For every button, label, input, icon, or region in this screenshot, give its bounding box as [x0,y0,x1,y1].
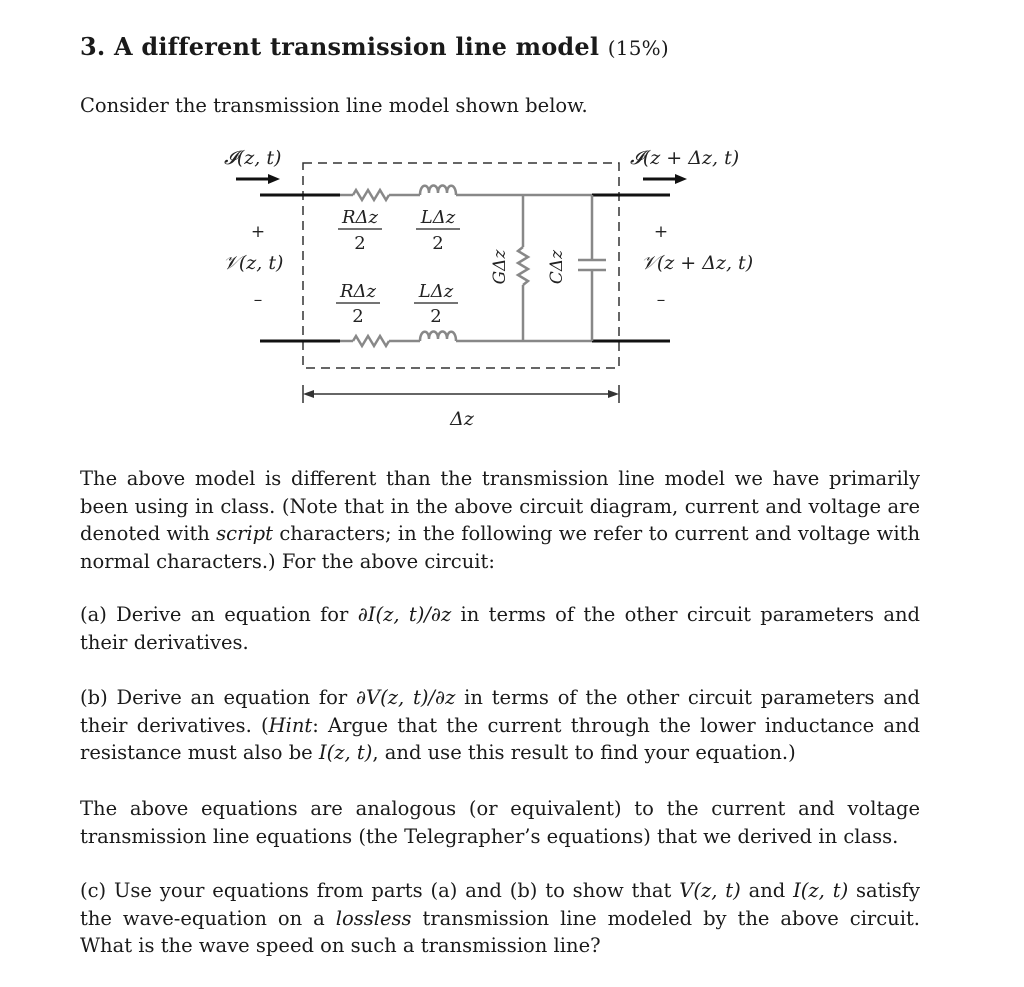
minus-in: – [253,290,263,310]
dz-label: Δz [450,408,474,430]
shunt-conductance [518,195,528,341]
model-description: The above model is different than the transmission line model we have primarily been using in class. (Note that in the above circuit diagram, current and voltage are denoted with script characters; in the following we refer to current and voltage with normal characters.) For the above circuit: [80,467,921,573]
part-c-current-expression: I(z, t) [793,879,849,902]
bottom-inductor-symbol [420,332,456,342]
top-resistor-denominator: 2 [354,233,366,254]
minus-out: – [656,290,666,310]
problem-title: 3. A different transmission line model [80,32,600,61]
circuit-diagram [200,135,780,435]
conductance-label: GΔz [490,249,510,285]
part-c-voltage-expression: V(z, t) [679,879,741,902]
bottom-resistor-symbol [353,336,389,346]
lossless-word: lossless [335,906,412,930]
shunt-capacitance [578,195,606,341]
problem-heading [80,32,669,61]
capacitance-label: CΔz [547,249,567,285]
top-resistor-label: RΔz [341,207,379,228]
intro-text: Consider the transmission line model shown below. [80,94,588,117]
bottom-resistor-denominator: 2 [352,306,364,327]
top-resistor-symbol [353,190,389,200]
output-current-arrow [643,174,687,184]
part-b-expression: ∂V(z, t)/∂z [355,686,456,709]
voltage-in-label: 𝒱(z, t) [223,252,284,274]
part-b: (b) Derive an equation for ∂V(z, t)/∂z in terms of the other circuit parameters and their derivatives. (Hint: Argue that the current through the lower inductance and resistance must also be I(z, t), and use this result to find your equation.) [80,686,920,764]
dz-dimension [303,385,619,403]
current-in-label: 𝓘(z, t) [224,147,282,169]
script-word: script [216,522,273,545]
input-current-arrow [236,174,280,184]
part-a-expression: ∂I(z, t)/∂z [357,603,452,626]
top-inductor-label: LΔz [420,207,456,228]
plus-in: + [250,222,266,242]
part-a: (a) Derive an equation for ∂I(z, t)/∂z in terms of the other circuit parameters and their derivatives. [80,603,921,654]
hint-word: Hint [268,713,313,737]
telegrapher-note: The above equations are analogous (or equivalent) to the current and voltage transmission line equations (the Telegrapher’s equations) that we derived in class. [80,797,920,848]
part-c: (c) Use your equations from parts (a) and (b) to show that V(z, t) and I(z, t) satisfy the wave-equation on a lossless transmission line modeled by the above circuit. What is the wave speed on such a transmission line? [80,879,921,957]
problem-weight: (15%) [607,36,669,60]
current-out-label: 𝓘(z + Δz, t) [630,147,740,169]
voltage-out-label: 𝒱(z + Δz, t) [641,252,754,274]
plus-out: + [653,222,669,242]
top-branch [340,186,592,201]
top-inductor-denominator: 2 [432,233,444,254]
top-inductor-symbol [420,186,456,196]
bottom-branch [340,332,592,347]
bottom-inductor-label: LΔz [418,281,454,302]
bottom-resistor-label: RΔz [339,281,377,302]
part-b-current-expression: I(z, t) [318,741,373,764]
bottom-inductor-denominator: 2 [430,306,442,327]
